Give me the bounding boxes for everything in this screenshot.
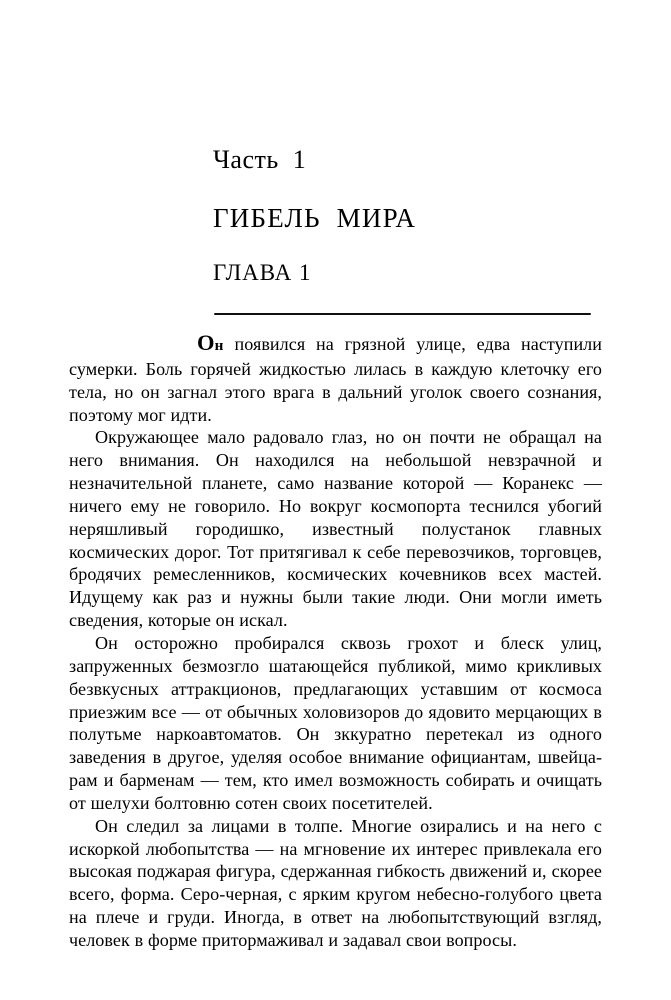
paragraph-1-text: появился на грязной улице, едва наступили сумерки. Боль горячей жидкостью лилась в каждую клеточку его тела, но он загнал этого врага в дальний уголок своего сознания, поэтому мог идти. <box>69 334 602 425</box>
page-title: ГИБЕЛЬ МИРА <box>213 203 417 233</box>
chapter-heading: ГЛАВА 1 <box>213 260 312 285</box>
paragraph-4 <box>69 815 602 952</box>
paragraph-2-text: Окружающее мало радовало глаз, но он почти не обращал на него внимания. Он находился на небольшой невзрачной и незначительной планете, само название которой — Коранекс — ничего ему не говорило. Но вокруг космопорта теснился убогий неряшливый городишко, известный полустанок главных космических дорог. Тот притягивал к себе перевозчиков, торговцев, бродячих ремесленников, космических кочевников всех мастей. Идущему как раз и нужны были такие люди. Они могли иметь сведения, которые он искал. <box>69 427 602 631</box>
paragraph-1 <box>69 330 602 426</box>
paragraph-3 <box>69 632 602 815</box>
paragraph-opening-smallcaps: н <box>214 337 224 354</box>
body-text-column <box>69 330 602 952</box>
part-heading: Часть 1 <box>213 145 307 174</box>
paragraph-4-text: Он следил за лицами в толпе. Многие озирались и на него с искоркой любопытства — на мгновение их интерес привлекала его высокая поджарая фигура, сдержанная гибкость движений и, скорее всего, форма. Серо-черная, с ярким кругом небесно-голубого цвета на плече и груди. Иногда, в ответ на любопытствующий взгляд, человек в форме притормаживал и задавал свои вопросы. <box>69 815 602 950</box>
paragraph-2 <box>69 426 602 632</box>
paragraph-3-text: Он осторожно пробирался сквозь грохот и блеск улиц, запруженных безмозгло шатающейся публикой, мимо крикливых безвкусных аттракционов, предлагающих уставшим от космоса приезжим все — от обычных холовизоров до ядовито мерцающих в полутьме наркоавтоматов. Он зккуратно перетекал из одного заведения в другое, уделяя особое внимание официантам, швейцарам и барменам — тем, кто имел возможность собирать и очищать от шелухи болтовню сотен своих посетителей. <box>69 632 602 813</box>
heading-divider <box>214 313 591 315</box>
paragraph-opening-capital: О <box>197 330 215 355</box>
